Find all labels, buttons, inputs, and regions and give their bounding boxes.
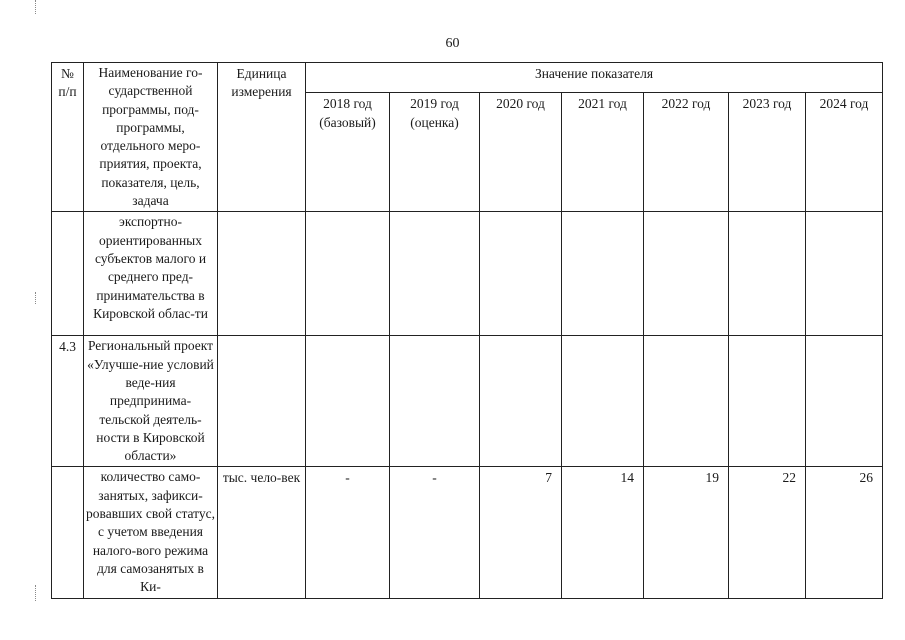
row-value: 26	[806, 467, 883, 598]
row-name: экспортно-ориентированных субъектов малого и среднего пред-принимательства в Кировской облас-ти	[84, 212, 218, 336]
row-value: 14	[562, 467, 644, 598]
row-value	[806, 336, 883, 467]
header-year: 2021 год	[562, 93, 644, 212]
row-unit: тыс. чело-век	[218, 467, 306, 598]
row-value: -	[390, 467, 480, 598]
scan-edge-mark-top	[35, 0, 36, 14]
row-name: количество само-занятых, зафикси-ровавших свой статус, с учетом введения налого-вого режима для самозанятых в Ки-	[84, 467, 218, 598]
row-value	[480, 336, 562, 467]
table-row	[52, 467, 883, 598]
header-unit: Единица измерения	[218, 63, 306, 212]
row-value	[390, 336, 480, 467]
row-value	[306, 336, 390, 467]
row-value	[562, 212, 644, 336]
row-value: -	[306, 467, 390, 598]
row-value: 22	[729, 467, 806, 598]
row-value	[390, 212, 480, 336]
row-name: Региональный проект «Улучше-ние условий веде-ния предпринима-тельской деятель-ности в Кировской области»	[84, 336, 218, 467]
scan-edge-mark-middle	[35, 292, 36, 304]
row-value	[480, 212, 562, 336]
header-name: Наименование го-сударственной программы, под-программы, отдельного меро-приятия, проекта, показателя, цель, задача	[84, 63, 218, 212]
header-year: 2022 год	[644, 93, 729, 212]
scan-edge-mark-bottom	[35, 585, 36, 601]
row-value	[562, 336, 644, 467]
row-value: 19	[644, 467, 729, 598]
row-value	[306, 212, 390, 336]
row-num	[52, 212, 84, 336]
row-value	[729, 336, 806, 467]
header-num: № п/п	[52, 63, 84, 212]
table-row	[52, 212, 883, 336]
row-value	[644, 212, 729, 336]
header-year: 2018 год (базовый)	[306, 93, 390, 212]
table-row	[52, 336, 883, 467]
header-year: 2020 год	[480, 93, 562, 212]
header-row-top	[52, 63, 883, 93]
header-value-group: Значение показателя	[306, 63, 883, 93]
row-value	[806, 212, 883, 336]
header-year: 2024 год	[806, 93, 883, 212]
page-number: 60	[445, 36, 460, 51]
header-year: 2023 год	[729, 93, 806, 212]
row-value	[644, 336, 729, 467]
row-value	[729, 212, 806, 336]
row-num	[52, 467, 84, 598]
header-year: 2019 год (оценка)	[390, 93, 480, 212]
row-unit	[218, 336, 306, 467]
indicators-table	[51, 62, 883, 599]
row-value: 7	[480, 467, 562, 598]
row-num: 4.3	[52, 336, 84, 467]
row-unit	[218, 212, 306, 336]
